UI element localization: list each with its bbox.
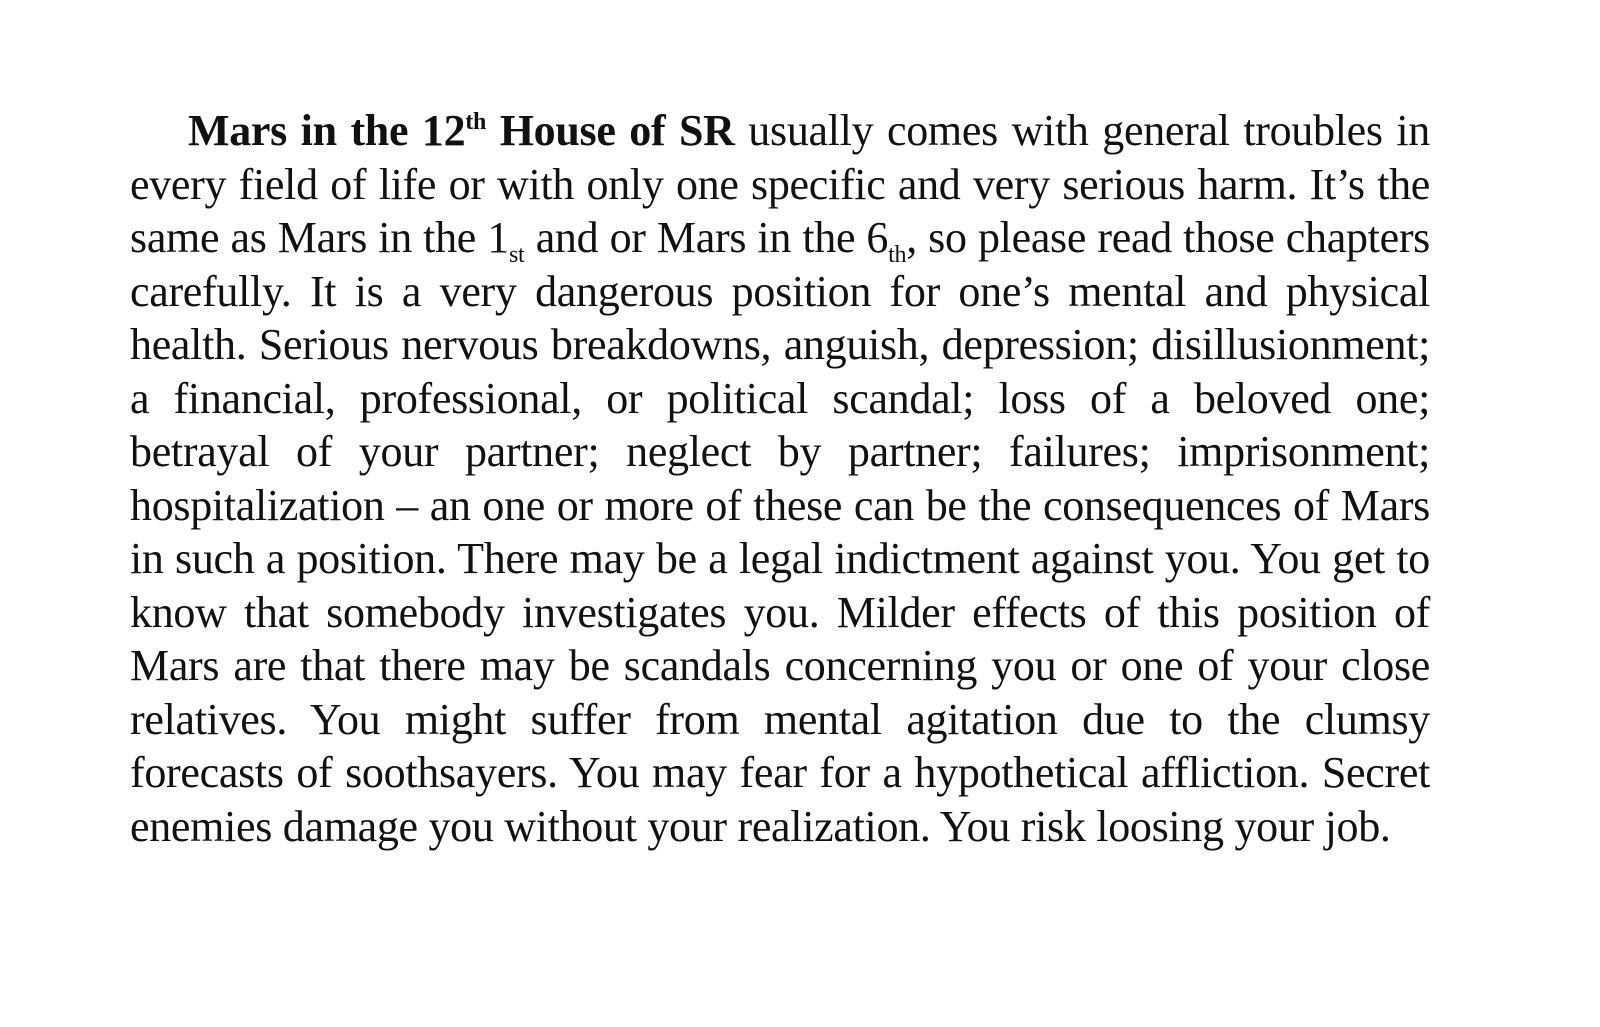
ordinal-subscript-st: st bbox=[509, 242, 525, 268]
section-heading bbox=[188, 106, 735, 155]
heading-text-part1: Mars in the 12 bbox=[188, 106, 466, 155]
ordinal-subscript-th: th bbox=[888, 242, 907, 268]
paragraph-text-3: , so please read those chapters carefully. It is a very dangerous position for one’s mental and physical health. Serious nervous breakdowns, anguish, depression; disillusionment; a financial, professional, or political scandal; loss of a beloved one; betrayal of your partner; neglect by partner; failures; imprisonment; hospitalization – an one or more of these can be the consequences of Mars in such a position. There may be a legal indictment against you. You get to know that somebody investigates you. Milder effects of this position of Mars are that there may be scandals concerning you or one of your close relatives. You might suffer from mental agitation due to the clumsy forecasts of soothsayers. You may fear for a hypothetical affliction. Secret enemies damage you without your realization. You risk loosing your job. bbox=[130, 213, 1430, 851]
paragraph-text-1: usually comes with general troubles in every field of life or with only one specific and very serious harm. It’s the same as Mars in the 1 bbox=[130, 106, 1430, 262]
body-paragraph bbox=[130, 104, 1430, 853]
heading-superscript: th bbox=[465, 109, 487, 135]
heading-text-part2: House of SR bbox=[486, 106, 735, 155]
document-page bbox=[130, 104, 1430, 853]
paragraph-text-2: and or Mars in the 6 bbox=[524, 213, 889, 262]
